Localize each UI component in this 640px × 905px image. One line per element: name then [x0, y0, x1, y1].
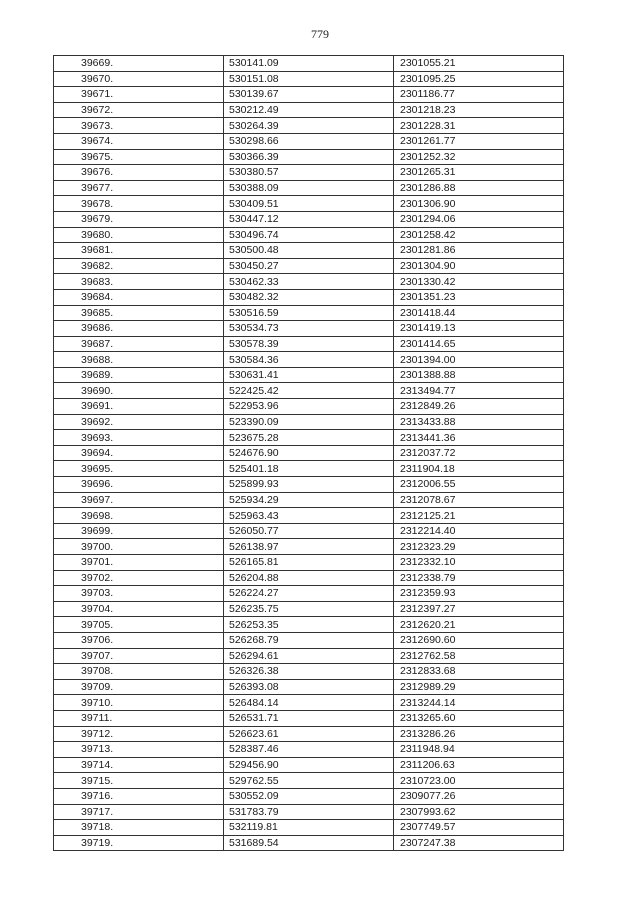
table-row — [54, 180, 564, 196]
x-coordinate-cell: 530500.48 — [224, 243, 394, 259]
point-number-cell: 39689. — [54, 367, 224, 383]
coordinates-table — [53, 55, 564, 851]
point-number-cell: 39679. — [54, 211, 224, 227]
x-coordinate-cell: 526138.97 — [224, 539, 394, 555]
point-number-cell: 39670. — [54, 71, 224, 87]
y-coordinate-cell: 2301055.21 — [394, 56, 564, 72]
y-coordinate-cell: 2301419.13 — [394, 321, 564, 337]
point-number-cell: 39705. — [54, 617, 224, 633]
x-coordinate-cell: 526224.27 — [224, 586, 394, 602]
x-coordinate-cell: 530516.59 — [224, 305, 394, 321]
table-row — [54, 695, 564, 711]
table-row — [54, 243, 564, 259]
x-coordinate-cell: 530141.09 — [224, 56, 394, 72]
y-coordinate-cell: 2301330.42 — [394, 274, 564, 290]
table-row — [54, 601, 564, 617]
point-number-cell: 39669. — [54, 56, 224, 72]
point-number-cell: 39699. — [54, 523, 224, 539]
x-coordinate-cell: 530496.74 — [224, 227, 394, 243]
x-coordinate-cell: 526484.14 — [224, 695, 394, 711]
point-number-cell: 39696. — [54, 477, 224, 493]
x-coordinate-cell: 530450.27 — [224, 258, 394, 274]
x-coordinate-cell: 526531.71 — [224, 710, 394, 726]
x-coordinate-cell: 530212.49 — [224, 102, 394, 118]
table-row — [54, 570, 564, 586]
point-number-cell: 39681. — [54, 243, 224, 259]
point-number-cell: 39677. — [54, 180, 224, 196]
table-row — [54, 289, 564, 305]
point-number-cell: 39702. — [54, 570, 224, 586]
table-row — [54, 586, 564, 602]
x-coordinate-cell: 529762.55 — [224, 773, 394, 789]
table-row — [54, 664, 564, 680]
table-row — [54, 679, 564, 695]
x-coordinate-cell: 530298.66 — [224, 133, 394, 149]
point-number-cell: 39676. — [54, 165, 224, 181]
point-number-cell: 39714. — [54, 757, 224, 773]
point-number-cell: 39673. — [54, 118, 224, 134]
x-coordinate-cell: 530264.39 — [224, 118, 394, 134]
table-row — [54, 648, 564, 664]
y-coordinate-cell: 2313286.26 — [394, 726, 564, 742]
table-row — [54, 710, 564, 726]
point-number-cell: 39675. — [54, 149, 224, 165]
x-coordinate-cell: 525899.93 — [224, 477, 394, 493]
point-number-cell: 39711. — [54, 710, 224, 726]
table-row — [54, 383, 564, 399]
y-coordinate-cell: 2301286.88 — [394, 180, 564, 196]
y-coordinate-cell: 2312037.72 — [394, 445, 564, 461]
x-coordinate-cell: 530482.32 — [224, 289, 394, 305]
x-coordinate-cell: 526268.79 — [224, 632, 394, 648]
x-coordinate-cell: 531783.79 — [224, 804, 394, 820]
point-number-cell: 39688. — [54, 352, 224, 368]
point-number-cell: 39687. — [54, 336, 224, 352]
point-number-cell: 39693. — [54, 430, 224, 446]
y-coordinate-cell: 2301394.00 — [394, 352, 564, 368]
x-coordinate-cell: 528387.46 — [224, 742, 394, 758]
table-row — [54, 523, 564, 539]
point-number-cell: 39703. — [54, 586, 224, 602]
y-coordinate-cell: 2312338.79 — [394, 570, 564, 586]
point-number-cell: 39713. — [54, 742, 224, 758]
table-row — [54, 165, 564, 181]
table-row — [54, 258, 564, 274]
x-coordinate-cell: 530631.41 — [224, 367, 394, 383]
x-coordinate-cell: 530578.39 — [224, 336, 394, 352]
table-row — [54, 508, 564, 524]
table-row — [54, 492, 564, 508]
y-coordinate-cell: 2312006.55 — [394, 477, 564, 493]
y-coordinate-cell: 2301306.90 — [394, 196, 564, 212]
table-row — [54, 367, 564, 383]
y-coordinate-cell: 2313433.88 — [394, 414, 564, 430]
x-coordinate-cell: 530552.09 — [224, 788, 394, 804]
point-number-cell: 39700. — [54, 539, 224, 555]
table-row — [54, 133, 564, 149]
y-coordinate-cell: 2312397.27 — [394, 601, 564, 617]
y-coordinate-cell: 2313494.77 — [394, 383, 564, 399]
x-coordinate-cell: 529456.90 — [224, 757, 394, 773]
y-coordinate-cell: 2301388.88 — [394, 367, 564, 383]
y-coordinate-cell: 2312125.21 — [394, 508, 564, 524]
x-coordinate-cell: 530366.39 — [224, 149, 394, 165]
table-row — [54, 71, 564, 87]
x-coordinate-cell: 523390.09 — [224, 414, 394, 430]
y-coordinate-cell: 2312833.68 — [394, 664, 564, 680]
table-row — [54, 788, 564, 804]
point-number-cell: 39674. — [54, 133, 224, 149]
x-coordinate-cell: 522425.42 — [224, 383, 394, 399]
table-row — [54, 336, 564, 352]
table-row — [54, 820, 564, 836]
point-number-cell: 39684. — [54, 289, 224, 305]
table-row — [54, 352, 564, 368]
y-coordinate-cell: 2309077.26 — [394, 788, 564, 804]
table-row — [54, 461, 564, 477]
x-coordinate-cell: 525934.29 — [224, 492, 394, 508]
x-coordinate-cell: 530462.33 — [224, 274, 394, 290]
table-row — [54, 87, 564, 103]
x-coordinate-cell: 526235.75 — [224, 601, 394, 617]
y-coordinate-cell: 2301414.65 — [394, 336, 564, 352]
point-number-cell: 39698. — [54, 508, 224, 524]
x-coordinate-cell: 523675.28 — [224, 430, 394, 446]
point-number-cell: 39717. — [54, 804, 224, 820]
y-coordinate-cell: 2311206.63 — [394, 757, 564, 773]
y-coordinate-cell: 2301218.23 — [394, 102, 564, 118]
coordinates-table-body — [54, 56, 564, 851]
table-row — [54, 555, 564, 571]
point-number-cell: 39685. — [54, 305, 224, 321]
table-row — [54, 617, 564, 633]
y-coordinate-cell: 2311904.18 — [394, 461, 564, 477]
y-coordinate-cell: 2312989.29 — [394, 679, 564, 695]
table-row — [54, 539, 564, 555]
y-coordinate-cell: 2307749.57 — [394, 820, 564, 836]
point-number-cell: 39694. — [54, 445, 224, 461]
y-coordinate-cell: 2312323.29 — [394, 539, 564, 555]
x-coordinate-cell: 530139.67 — [224, 87, 394, 103]
x-coordinate-cell: 530534.73 — [224, 321, 394, 337]
x-coordinate-cell: 530388.09 — [224, 180, 394, 196]
table-row — [54, 118, 564, 134]
x-coordinate-cell: 526050.77 — [224, 523, 394, 539]
y-coordinate-cell: 2311948.94 — [394, 742, 564, 758]
table-row — [54, 477, 564, 493]
table-row — [54, 56, 564, 72]
page-number: 779 — [311, 27, 329, 41]
y-coordinate-cell: 2301351.23 — [394, 289, 564, 305]
x-coordinate-cell: 526623.61 — [224, 726, 394, 742]
x-coordinate-cell: 524676.90 — [224, 445, 394, 461]
point-number-cell: 39718. — [54, 820, 224, 836]
table-row — [54, 321, 564, 337]
y-coordinate-cell: 2301304.90 — [394, 258, 564, 274]
point-number-cell: 39678. — [54, 196, 224, 212]
table-row — [54, 274, 564, 290]
x-coordinate-cell: 522953.96 — [224, 399, 394, 415]
y-coordinate-cell: 2312332.10 — [394, 555, 564, 571]
y-coordinate-cell: 2312690.60 — [394, 632, 564, 648]
y-coordinate-cell: 2310723.00 — [394, 773, 564, 789]
point-number-cell: 39672. — [54, 102, 224, 118]
x-coordinate-cell: 526294.61 — [224, 648, 394, 664]
y-coordinate-cell: 2301258.42 — [394, 227, 564, 243]
point-number-cell: 39701. — [54, 555, 224, 571]
point-number-cell: 39710. — [54, 695, 224, 711]
x-coordinate-cell: 531689.54 — [224, 835, 394, 851]
x-coordinate-cell: 530380.57 — [224, 165, 394, 181]
point-number-cell: 39680. — [54, 227, 224, 243]
point-number-cell: 39690. — [54, 383, 224, 399]
x-coordinate-cell: 526393.08 — [224, 679, 394, 695]
y-coordinate-cell: 2301261.77 — [394, 133, 564, 149]
y-coordinate-cell: 2313265.60 — [394, 710, 564, 726]
table-row — [54, 835, 564, 851]
table-row — [54, 414, 564, 430]
table-row — [54, 227, 564, 243]
point-number-cell: 39709. — [54, 679, 224, 695]
table-row — [54, 804, 564, 820]
x-coordinate-cell: 525401.18 — [224, 461, 394, 477]
y-coordinate-cell: 2312078.67 — [394, 492, 564, 508]
x-coordinate-cell: 525963.43 — [224, 508, 394, 524]
table-row — [54, 742, 564, 758]
table-row — [54, 445, 564, 461]
table-row — [54, 632, 564, 648]
y-coordinate-cell: 2313244.14 — [394, 695, 564, 711]
y-coordinate-cell: 2307993.62 — [394, 804, 564, 820]
point-number-cell: 39708. — [54, 664, 224, 680]
y-coordinate-cell: 2301252.32 — [394, 149, 564, 165]
table-row — [54, 726, 564, 742]
y-coordinate-cell: 2307247.38 — [394, 835, 564, 851]
table-row — [54, 773, 564, 789]
y-coordinate-cell: 2312849.26 — [394, 399, 564, 415]
table-row — [54, 399, 564, 415]
x-coordinate-cell: 530409.51 — [224, 196, 394, 212]
point-number-cell: 39719. — [54, 835, 224, 851]
x-coordinate-cell: 530447.12 — [224, 211, 394, 227]
point-number-cell: 39706. — [54, 632, 224, 648]
y-coordinate-cell: 2312620.21 — [394, 617, 564, 633]
y-coordinate-cell: 2312359.93 — [394, 586, 564, 602]
x-coordinate-cell: 532119.81 — [224, 820, 394, 836]
y-coordinate-cell: 2312214.40 — [394, 523, 564, 539]
table-row — [54, 102, 564, 118]
y-coordinate-cell: 2301265.31 — [394, 165, 564, 181]
x-coordinate-cell: 526165.81 — [224, 555, 394, 571]
y-coordinate-cell: 2301294.06 — [394, 211, 564, 227]
x-coordinate-cell: 526326.38 — [224, 664, 394, 680]
point-number-cell: 39682. — [54, 258, 224, 274]
x-coordinate-cell: 526204.88 — [224, 570, 394, 586]
point-number-cell: 39686. — [54, 321, 224, 337]
point-number-cell: 39691. — [54, 399, 224, 415]
x-coordinate-cell: 530584.36 — [224, 352, 394, 368]
table-row — [54, 196, 564, 212]
point-number-cell: 39671. — [54, 87, 224, 103]
table-row — [54, 211, 564, 227]
point-number-cell: 39683. — [54, 274, 224, 290]
point-number-cell: 39716. — [54, 788, 224, 804]
y-coordinate-cell: 2301095.25 — [394, 71, 564, 87]
table-row — [54, 430, 564, 446]
table-row — [54, 305, 564, 321]
x-coordinate-cell: 526253.35 — [224, 617, 394, 633]
y-coordinate-cell: 2301186.77 — [394, 87, 564, 103]
point-number-cell: 39712. — [54, 726, 224, 742]
table-row — [54, 149, 564, 165]
y-coordinate-cell: 2313441.36 — [394, 430, 564, 446]
table-row — [54, 757, 564, 773]
y-coordinate-cell: 2301228.31 — [394, 118, 564, 134]
point-number-cell: 39697. — [54, 492, 224, 508]
point-number-cell: 39692. — [54, 414, 224, 430]
point-number-cell: 39707. — [54, 648, 224, 664]
y-coordinate-cell: 2301281.86 — [394, 243, 564, 259]
y-coordinate-cell: 2301418.44 — [394, 305, 564, 321]
point-number-cell: 39704. — [54, 601, 224, 617]
point-number-cell: 39715. — [54, 773, 224, 789]
y-coordinate-cell: 2312762.58 — [394, 648, 564, 664]
point-number-cell: 39695. — [54, 461, 224, 477]
x-coordinate-cell: 530151.08 — [224, 71, 394, 87]
